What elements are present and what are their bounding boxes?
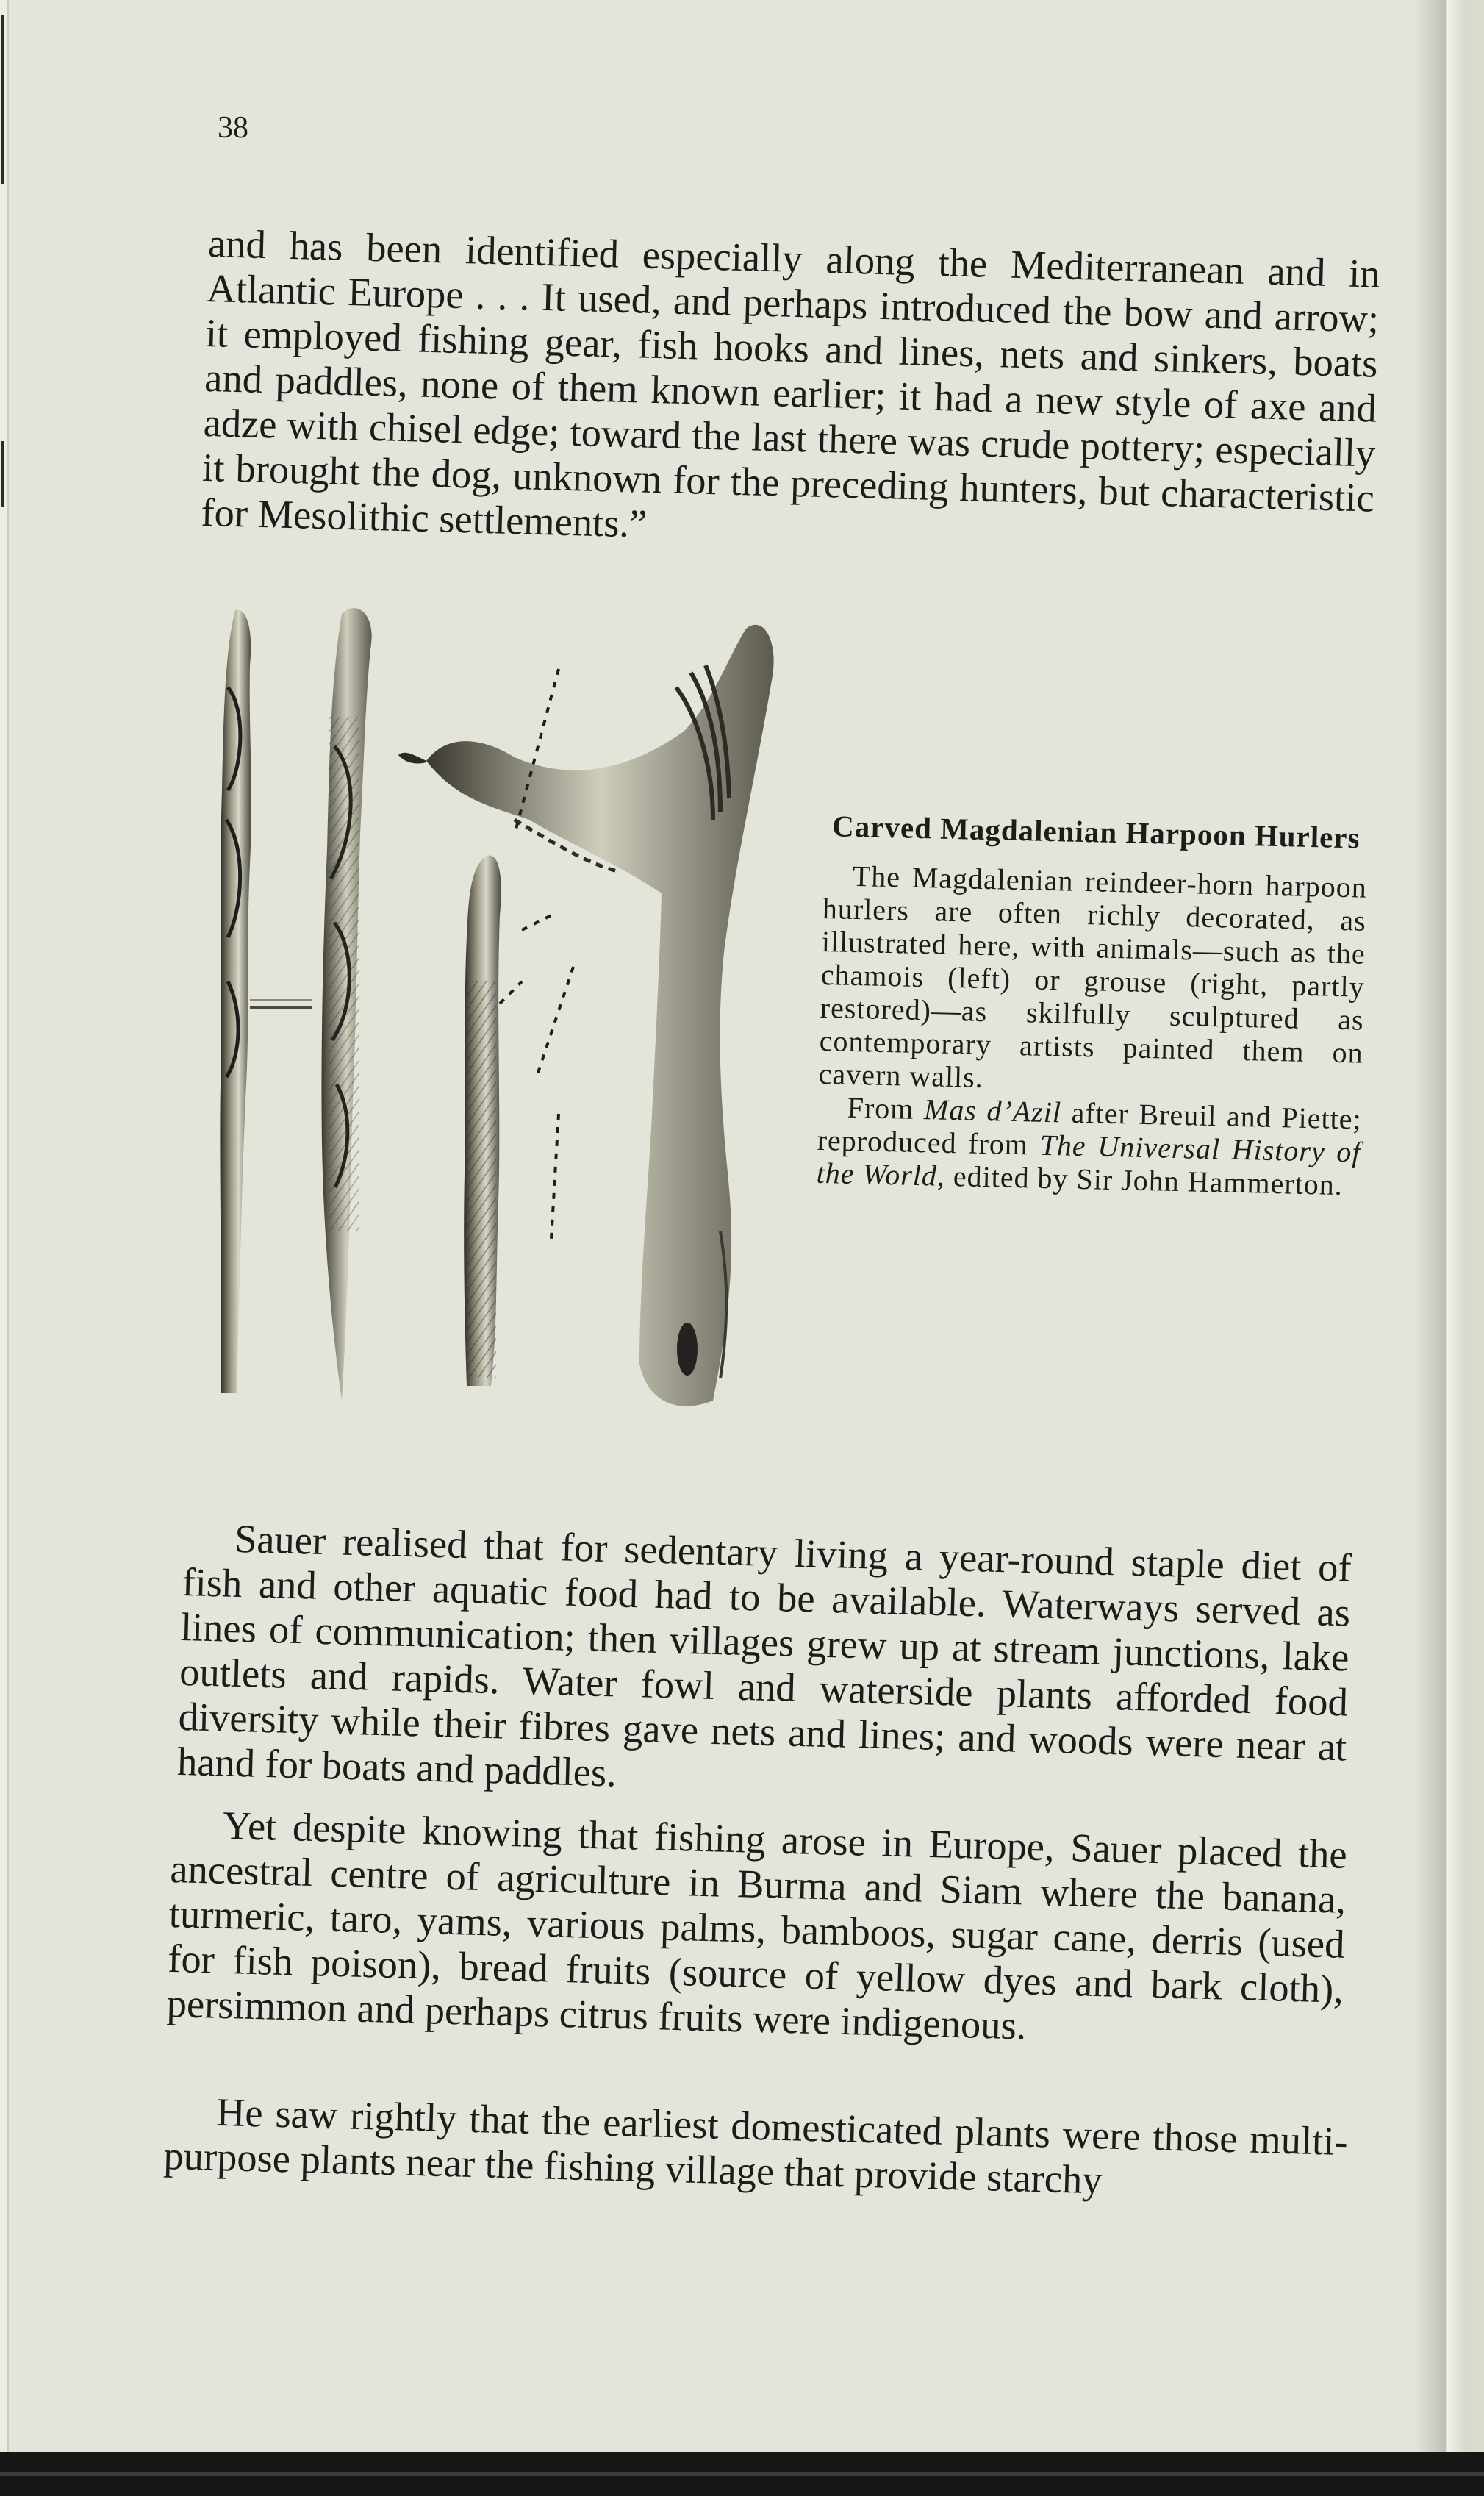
- paragraph-sauer-diet: Sauer realised that for sedentary living a year-round staple diet of fish and other aquatic food had to be available. Waterways served as lines of communication; then villages grew up at stream junctions, lake outlets and rapids. Water fowl and waterside plants afforded food diversity while their fibres gave nets and lines; and woods were near at hand for boats and paddles.: [176, 1515, 1352, 1795]
- gutter-mark: [1, 441, 4, 507]
- caption-title: Carved Magdalenian Harpoon Hurlers: [831, 809, 1361, 855]
- hurler-chamois-left: [220, 609, 312, 1393]
- restoration-dotted-lines: [500, 669, 573, 1239]
- paragraph-sauer-burma: Yet despite knowing that fishing arose in Europe, Sauer placed the ancestral centre of agriculture in Burma and Siam where the banana, turmeric, taro, yams, various palms, bamboos, sugar cane, derris (used for fish poison), bread fruits (source of yellow dyes and bark cloth), persimmon and perhaps citrus fruits were indigenous.: [166, 1802, 1348, 2048]
- harpoon-hurlers-illustration: [206, 599, 838, 1423]
- credit-book-title: The Universal History of the World: [816, 1128, 1362, 1192]
- scan-bottom-stripe: [0, 2472, 1484, 2476]
- hurler-chamois-second: [321, 608, 371, 1401]
- credit-middle: after Breuil and Piette; reproduced from: [817, 1095, 1363, 1162]
- paragraph-quote-end: and has been identified especially along the Mediterranean and in Atlantic Europe . . . It used, and perhaps introduced the bow and arrow; it employed fishing gear, fish hooks and lines, nets and sinkers, boats and paddles, none of them known earlier; it had a new style of axe and adze with chisel edge; toward the last there was crude pottery; especially it brought the dog, unknown for the preceding hunters, but characteristic for Mesolithic settlements.”: [200, 221, 1381, 546]
- credit-place: Mas d’Azil: [923, 1093, 1062, 1129]
- gutter-mark: [1, 15, 4, 184]
- caption-body: The Magdalenian reindeer-horn harpoon hurlers are often richly decorated, as illustrated here, with animals—such as the chamois (left) or grouse (right, partly restored)—as skilfully sculptured as contemporary artists painted them on cavern walls.: [818, 859, 1368, 1094]
- paragraph-domesticated-plants: He saw rightly that the earliest domesticated plants were those multi-purpose plants near the fishing village that provide starchy: [162, 2089, 1349, 2203]
- hurler-grouse-right: [398, 625, 774, 1406]
- page-gutter: [0, 0, 9, 2452]
- page-edge-shadow: [1415, 0, 1466, 2452]
- hurler-small-middle: [464, 855, 501, 1386]
- credit-suffix: , edited by Sir John Hammerton.: [936, 1159, 1344, 1202]
- figure-caption: [816, 809, 1369, 1202]
- credit-prefix: From: [847, 1090, 925, 1126]
- page-number: 38: [218, 111, 248, 145]
- caption-credit: [816, 1090, 1362, 1202]
